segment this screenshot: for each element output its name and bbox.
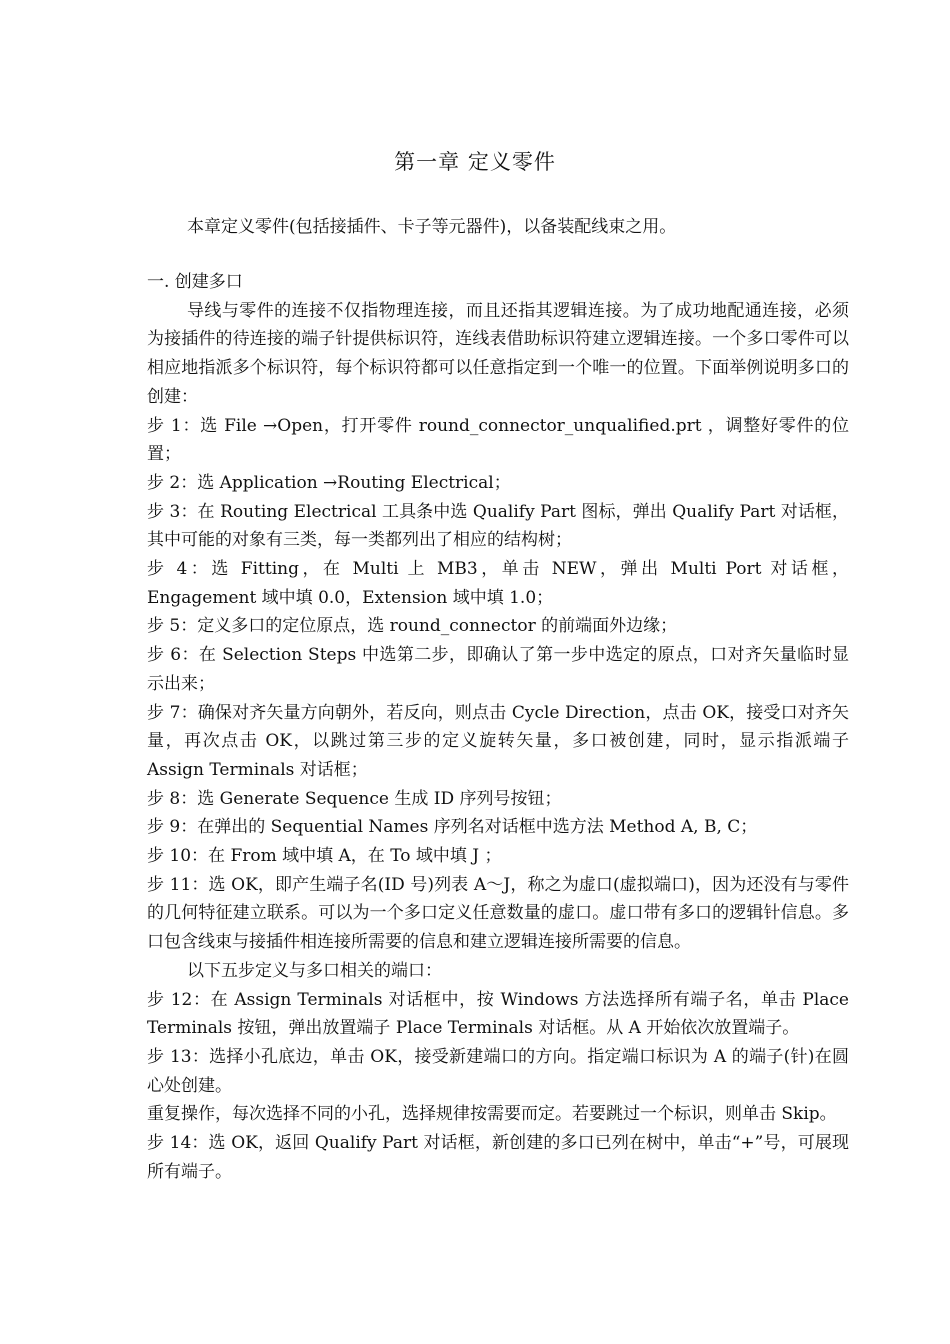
paragraph-2: 以下五步定义与多口相关的端口：	[187, 960, 442, 981]
step-4: 步 4：选 Fitting，在 Multi 上 MB3，单击 NEW，弹出 Multi Port 对话框，Engagement 域中填 0.0，Extension 域中填 1.0；	[147, 559, 849, 608]
step-13: 步 13：选择小孔底边，单击 OK，接受新建端口的方向。指定端口标识为 A 的端子(针)在圆心处创建。	[147, 1046, 849, 1096]
chapter-intro: 本章定义零件(包括接插件、卡子等元器件)，以备装配线束之用。	[187, 217, 677, 237]
paragraph-1: 导线与零件的连接不仅指物理连接，而且还指其逻辑连接。为了成功地配通连接，必须为接插件的待连接的端子针提供标识符，连线表借助标识符建立逻辑连接。一个多口零件可以相应地指派多个标识符，每个标识符都可以任意指定到一个唯一的位置。下面举例说明多口的创建：	[147, 300, 849, 407]
step-9: 步 9：在弹出的 Sequential Names 序列名对话框中选方法 Method A, B, C；	[147, 817, 758, 838]
step-5: 步 5：定义多口的定位原点，选 round_connector 的前端面外边缘；	[147, 616, 678, 637]
step-11: 步 11：选 OK，即产生端子名(ID 号)列表 A～J，称之为虚口(虚拟端口)，因为还没有与零件的几何特征建立联系。可以为一个多口定义任意数量的虚口。虚口带有多口的逻辑针信息。多口包含线束与接插件相连接所需要的信息和建立逻辑连接所需要的信息。	[147, 874, 849, 953]
step-7: 步 7：确保对齐矢量方向朝外，若反向，则点击 Cycle Direction，点击 OK，接受口对齐矢量，再次点击 OK，以跳过第三步的定义旋转矢量，多口被创建，同时，显示指派端子 Assign Terminals 对话框；	[147, 702, 849, 780]
document-body	[147, 268, 849, 1187]
step-12: 步 12：在 Assign Terminals 对话框中，按 Windows 方法选择所有端子名，单击 Place Terminals 按钮，弹出放置端子 Place Terminals 对话框。从 A 开始依次放置端子。	[147, 989, 849, 1039]
section-heading: 一. 创建多口	[147, 272, 243, 292]
chapter-title: 第一章 定义零件	[394, 150, 556, 174]
step-8: 步 8：选 Generate Sequence 生成 ID 序列号按钮；	[147, 788, 562, 809]
step-14: 步 14：选 OK，返回 Qualify Part 对话框，新创建的多口已列在树中，单击“+”号，可展现所有端子。	[147, 1133, 849, 1182]
step-6: 步 6：在 Selection Steps 中选第二步，即确认了第一步中选定的原点，口对齐矢量临时显示出来；	[147, 645, 849, 694]
step-1: 步 1：选 File →Open，打开零件 round_connector_unqualified.prt ，调整好零件的位置；	[147, 415, 849, 465]
step-10: 步 10：在 From 域中填 A，在 To 域中填 J ；	[147, 846, 502, 867]
step-2: 步 2：选 Application →Routing Electrical；	[147, 472, 511, 493]
step-3: 步 3：在 Routing Electrical 工具条中选 Qualify Part 图标，弹出 Qualify Part 对话框，其中可能的对象有三类，每一类都列出了相应的结构树；	[147, 501, 849, 551]
repeat-note: 重复操作，每次选择不同的小孔，选择规律按需要而定。若要跳过一个标识，则单击 Skip。	[147, 1104, 837, 1125]
